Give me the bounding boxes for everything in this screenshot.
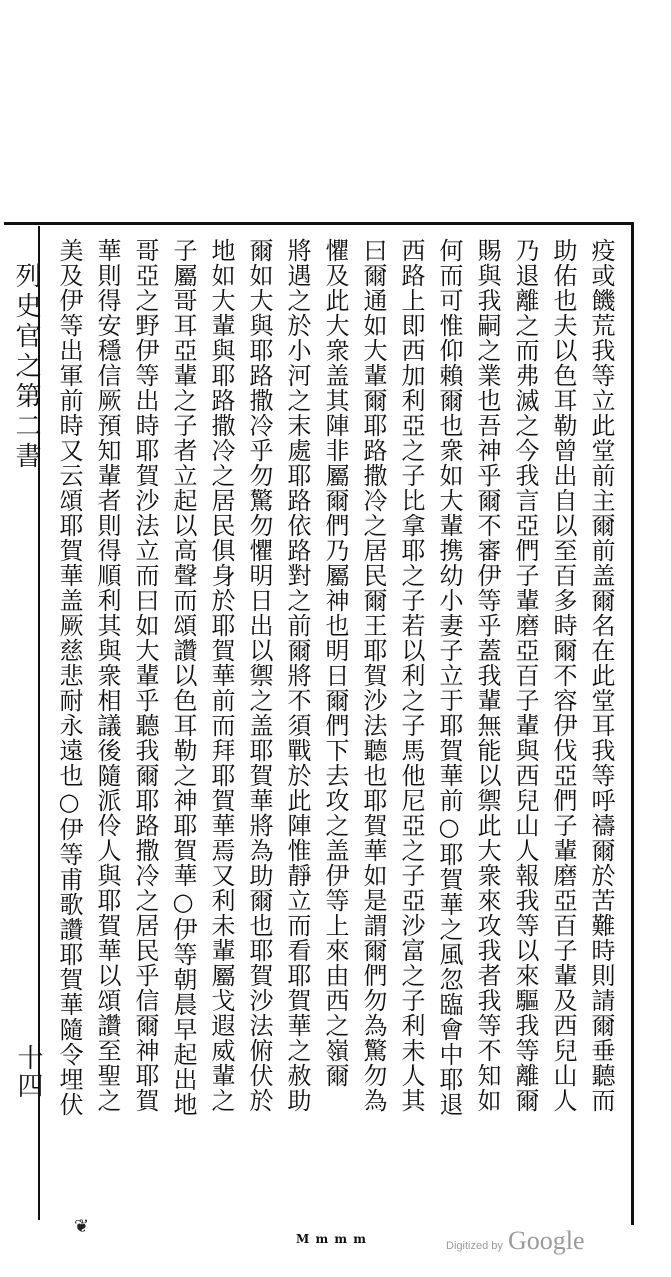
text-column: 西路上即西加利亞之子比拿耶之子若以利之子馬他尼亞之子亞沙富之子利未人其 bbox=[397, 238, 425, 1113]
text-column: 疫或饑荒我等立此堂前主爾前盖爾名在此堂耳我等呼禱爾於苦難時則請爾垂聽而 bbox=[587, 238, 615, 1113]
running-title: 列史官之第二書 bbox=[11, 262, 41, 472]
text-column: 將遇之於小河之末處耶路依路對之前爾將不須戰於此陣惟靜立而看耶賀華之赦助 bbox=[283, 238, 311, 1113]
text-column: 美及伊等出軍前時又云頌耶賀華盖厥慈悲耐永遠也○伊等甫歌讚耶賀華隨令埋伏 bbox=[55, 238, 83, 1117]
text-column: 乃退離之而弗滅之今我言亞們子輩磨亞百子輩與西兒山人報我等以來驅我等離爾 bbox=[511, 238, 539, 1113]
watermark-brand: Google bbox=[507, 1226, 585, 1255]
text-column: 華則得安穩信厥預知輩者則得順利其與衆相議後隨派伶人與耶賀華以頌讚至聖之 bbox=[93, 238, 121, 1113]
page-number: 十四 bbox=[13, 1044, 43, 1100]
text-column: 懼及此大衆盖其陣非屬爾們乃屬神也明日爾們下去攻之盖伊等上來由西之嶺爾 bbox=[321, 238, 349, 1088]
text-column: 子屬哥耳亞輩之子者立起以高聲而頌讚以色耳勒之神耶賀華○伊等朝晨早起出地 bbox=[169, 238, 197, 1117]
google-watermark bbox=[446, 1226, 585, 1256]
text-column: 曰爾通如大輩爾耶路撒冷之居民爾王耶賀沙法聽也耶賀華如是謂爾們勿為驚勿為 bbox=[359, 238, 387, 1113]
printer-ornament: ❦ bbox=[74, 1216, 90, 1237]
text-column: 賜與我嗣之業也吾神乎爾不審伊等乎蓋我輩無能以禦此大衆來攻我者我等不知如 bbox=[473, 238, 501, 1113]
text-column: 助佑也夫以色耳勒曾出自以至百多時爾不容伊伐亞們子輩磨亞百子輩及西兒山人 bbox=[549, 238, 577, 1113]
text-column: 爾如大與耶路撒冷乎勿驚勿懼明日出以禦之盖耶賀華將為助爾也耶賀沙法俯伏於 bbox=[245, 238, 273, 1113]
watermark-prefix: Digitized by bbox=[446, 1240, 503, 1252]
text-column: 地如大輩與耶路撒冷之居民俱身於耶賀華前而拜耶賀華焉又利未輩屬戈遐威輩之 bbox=[207, 238, 235, 1113]
text-column: 何而可惟仰賴爾也衆如大輩携幼小妻子立于耶賀華前○耶賀華之風忽臨會中耶退 bbox=[435, 238, 463, 1117]
signature-mark: M m m m bbox=[296, 1232, 367, 1246]
text-column: 哥亞之野伊等出時耶賀沙法立而曰如大輩乎聽我爾耶路撒冷之居民乎信爾神耶賀 bbox=[131, 238, 159, 1113]
